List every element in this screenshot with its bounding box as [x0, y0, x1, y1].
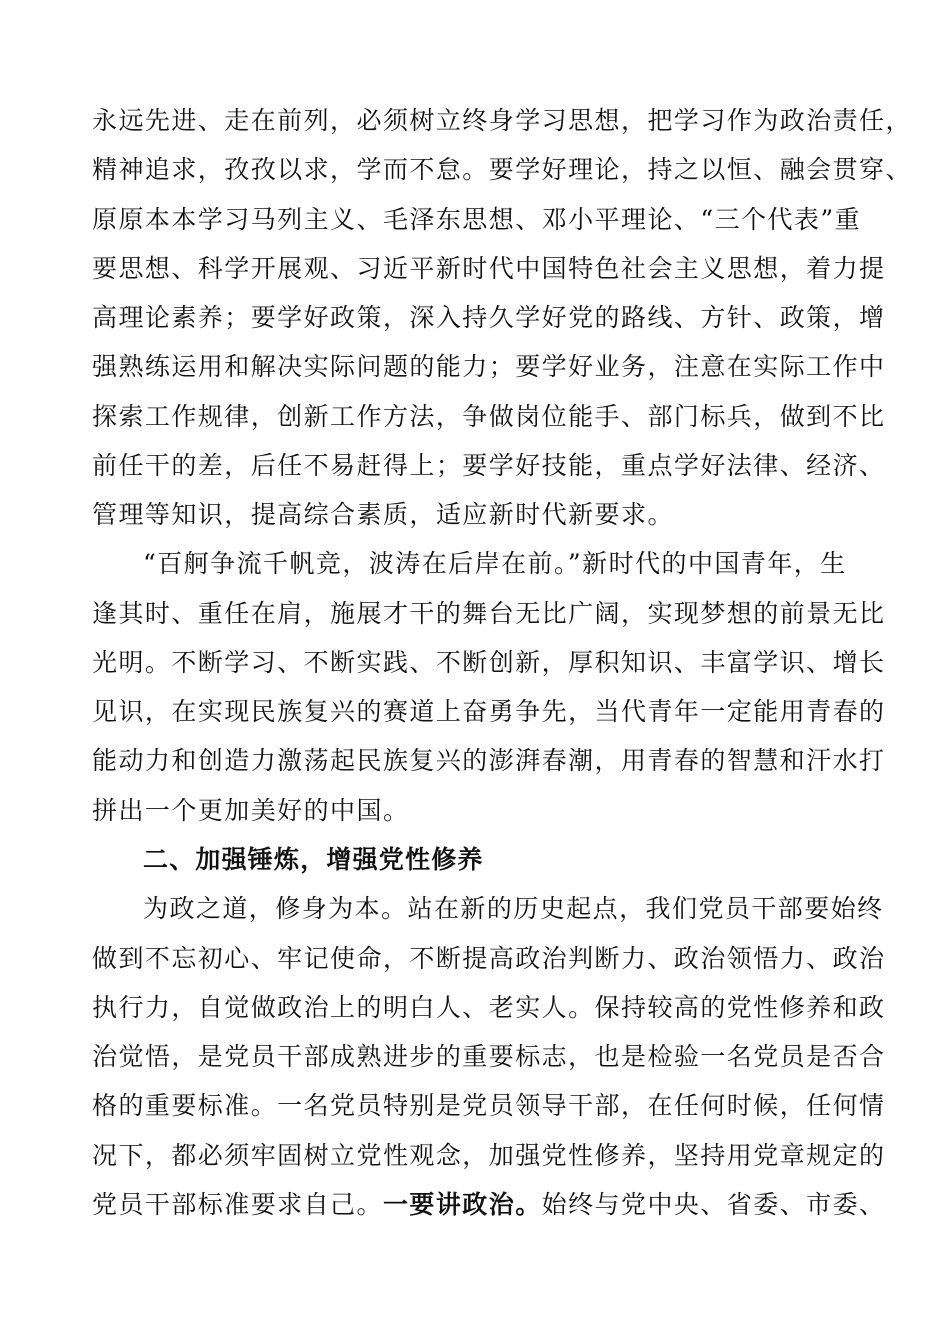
text-line: 强熟练运用和解决实际问题的能力；要学好业务，注意在实际工作中	[92, 352, 886, 381]
text-line: 见识，在实现民族复兴的赛道上奋勇争先，当代青年一定能用青春的	[92, 697, 886, 726]
text-line: 做到不忘初心、牢记使命，不断提高政治判断力、政治领悟力、政治	[92, 944, 886, 973]
text-line: 为政之道，修身为本。站在新的历史起点，我们党员干部要始终	[143, 894, 884, 923]
text-line-mixed	[92, 1181, 886, 1229]
text-run: 党员干部标准要求自己。	[92, 1190, 383, 1219]
text-line: 逢其时、重任在肩，施展才干的舞台无比广阔，实现梦想的前景无比	[92, 599, 886, 628]
text-line: 能动力和创造力激荡起民族复兴的澎湃春潮，用青春的智慧和汗水打	[92, 746, 886, 775]
text-line: 精神追求，孜孜以求，学而不怠。要学好理论，持之以恒、融会贯穿、	[92, 155, 912, 184]
text-line: 要思想、科学开展观、习近平新时代中国特色社会主义思想，着力提	[92, 254, 886, 283]
text-line: 永远先进、走在前列，必须树立终身学习思想，把学习作为政治责任，	[92, 106, 912, 135]
text-line: 探索工作规律，创新工作方法，争做岗位能手、部门标兵，做到不比	[92, 402, 886, 431]
text-line: 前任干的差，后任不易赶得上；要学好技能，重点学好法律、经济、	[92, 451, 886, 480]
bold-run: 一要讲政治。	[382, 1190, 542, 1219]
text-line: “百舸争流千帆竞，波涛在后岸在前。”新时代的中国青年，生	[143, 549, 847, 578]
text-line: 执行力，自觉做政治上的明白人、老实人。保持较高的党性修养和政	[92, 993, 886, 1022]
text-line: 光明。不断学习、不断实践、不断创新，厚积知识、丰富学识、增长	[92, 648, 886, 677]
text-line: 格的重要标准。一名党员特别是党员领导干部，在任何时候，任何情	[92, 1091, 886, 1120]
text-line: 况下，都必须牢固树立党性观念，加强党性修养，坚持用党章规定的	[92, 1141, 886, 1170]
text-line: 治觉悟，是党员干部成熟进步的重要标志，也是检验一名党员是否合	[92, 1042, 886, 1071]
text-line: 管理等知识，提高综合素质，适应新时代新要求。	[92, 500, 674, 529]
section-heading: 二、加强锤炼，增强党性修养	[143, 845, 484, 874]
text-line: 原原本本学习马列主义、毛泽东思想、邓小平理论、“三个代表”重	[92, 205, 862, 234]
text-line: 拼出一个更加美好的中国。	[92, 796, 410, 825]
text-run: 始终与党中央、省委、市委、	[541, 1190, 886, 1219]
text-line: 高理论素养；要学好政策，深入持久学好党的路线、方针、政策，增	[92, 303, 886, 332]
